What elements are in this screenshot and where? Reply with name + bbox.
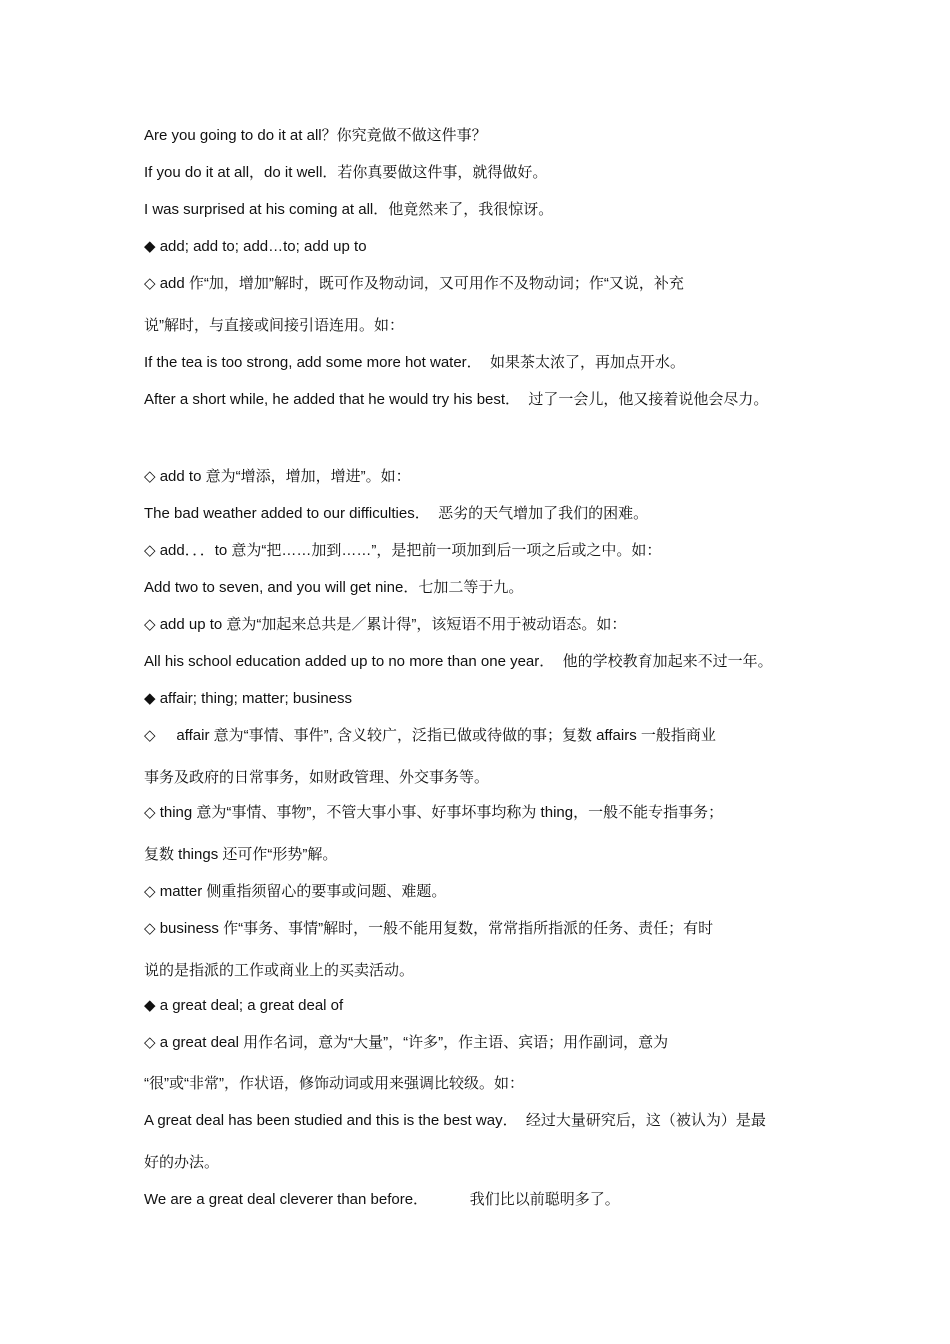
- text-line: ◇ affair 意为“事情、事件”, 含义较广，泛指已做或待做的事；复数 affairs 一般指商业: [144, 727, 716, 744]
- example-line: All his school education added up to no more than one year． 他的学校教育加起来不过一年。: [144, 653, 773, 670]
- text-line: ◇ business 作“事务、事情”解时，一般不能用复数，常常指所指派的任务、责任；有时: [144, 920, 714, 937]
- example-line: After a short while, he added that he would try his best． 过了一会儿，他又接着说他会尽力。: [144, 391, 769, 408]
- text-line: Are you going to do it at all？你究竟做不做这件事？: [144, 127, 487, 144]
- text-line: 说的是指派的工作或商业上的买卖活动。: [144, 962, 415, 979]
- text-line: 好的办法。: [144, 1154, 220, 1171]
- text-line: 复数 things 还可作“形势”解。: [144, 846, 338, 863]
- text-line: ◇ add．．．to 意为“把……加到……”，是把前一项加到后一项之后或之中。如：: [144, 542, 662, 559]
- text-line: I was surprised at his coming at all．他竟然来了，我很惊讶。: [144, 201, 554, 218]
- text-line: 说”解时，与直接或间接引语连用。如：: [144, 317, 404, 334]
- text-line: ◇ add up to 意为“加起来总共是／累计得”，该短语不用于被动语态。如：: [144, 616, 627, 633]
- text-line: ◇ matter 侧重指须留心的要事或问题、难题。: [144, 883, 447, 900]
- text-line: ◇ thing 意为“事情、事物”，不管大事小事、好事坏事均称为 thing，一般不能专指事务；: [144, 804, 724, 821]
- example-line: Add two to seven, and you will get nine．七加二等于九。: [144, 579, 524, 596]
- text-line: “很”或“非常”，作状语，修饰动词或用来强调比较级。如：: [144, 1075, 524, 1092]
- text-line: 事务及政府的日常事务，如财政管理、外交事务等。: [144, 769, 490, 786]
- section-heading: ◆ affair; thing; matter; business: [144, 690, 353, 707]
- section-heading: ◆ add; add to; add…to; add up to: [144, 238, 367, 255]
- text-line: If you do it at all，do it well．若你真要做这件事，就得做好。: [144, 164, 548, 181]
- example-line: If the tea is too strong, add some more hot water． 如果茶太浓了，再加点开水。: [144, 354, 686, 371]
- section-heading: ◆ a great deal; a great deal of: [144, 997, 344, 1014]
- text-line: ◇ add to 意为“增添，增加，增进”。如：: [144, 468, 411, 485]
- example-line: The bad weather added to our difficulties． 恶劣的天气增加了我们的困难。: [144, 505, 649, 522]
- text-line: ◇ add 作“加，增加”解时，既可作及物动词，又可用作不及物动词；作“又说，补充: [144, 275, 684, 292]
- text-line: ◇ a great deal 用作名词，意为“大量”，“许多”，作主语、宾语；用作副词，意为: [144, 1034, 669, 1051]
- example-line: We are a great deal cleverer than before． 我们比以前聪明多了。: [144, 1191, 620, 1208]
- example-line: A great deal has been studied and this is the best way． 经过大量研究后，这（被认为）是最: [144, 1112, 766, 1129]
